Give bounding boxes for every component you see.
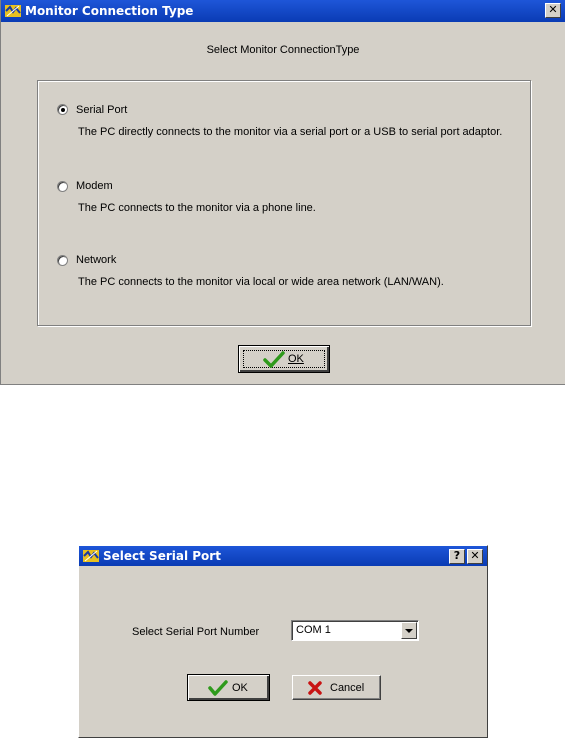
port-number-dropdown[interactable] — [291, 620, 419, 641]
close-icon: ✕ — [548, 3, 558, 16]
help-icon: ? — [453, 549, 461, 562]
dialog-heading: Select Monitor ConnectionType — [206, 44, 360, 56]
checkmark-icon — [208, 680, 228, 696]
port-number-label: Select Serial Port Number — [132, 626, 260, 638]
serial-port-radio[interactable] — [57, 104, 68, 115]
ok-button[interactable] — [238, 345, 330, 373]
dialog-title: Select Serial Port — [103, 549, 221, 563]
cancel-button[interactable] — [292, 675, 381, 700]
checkmark-icon — [263, 351, 285, 368]
serial-port-description: The PC directly connects to the monitor via a serial port or a USB to serial port adaptor. — [78, 126, 503, 138]
close-button[interactable] — [545, 3, 561, 18]
ok-label: OK — [288, 353, 304, 365]
title-bar[interactable] — [79, 546, 487, 566]
ok-label: OK — [232, 682, 248, 694]
network-description: The PC connects to the monitor via local or wide area network (LAN/WAN). — [78, 276, 444, 288]
ok-button[interactable] — [187, 674, 270, 701]
radio-selected-dot — [61, 108, 65, 112]
dropdown-button[interactable] — [401, 622, 417, 639]
select-serial-port-dialog — [78, 545, 488, 738]
port-number-value: COM 1 — [296, 624, 331, 636]
serial-port-label[interactable]: Serial Port — [76, 104, 128, 116]
modem-radio[interactable] — [57, 181, 68, 192]
close-button[interactable] — [467, 549, 483, 564]
dialog-title: Monitor Connection Type — [25, 4, 194, 18]
close-icon: ✕ — [470, 549, 480, 562]
chevron-down-icon — [405, 629, 413, 634]
title-bar[interactable] — [1, 0, 565, 22]
app-icon — [82, 548, 100, 564]
modem-description: The PC connects to the monitor via a phone line. — [78, 202, 316, 214]
app-icon — [4, 3, 22, 19]
red-x-icon — [307, 680, 323, 696]
help-button[interactable] — [449, 549, 465, 564]
modem-label[interactable]: Modem — [76, 180, 113, 192]
network-radio[interactable] — [57, 255, 68, 266]
cancel-label: Cancel — [330, 682, 365, 694]
network-label[interactable]: Network — [76, 254, 117, 266]
